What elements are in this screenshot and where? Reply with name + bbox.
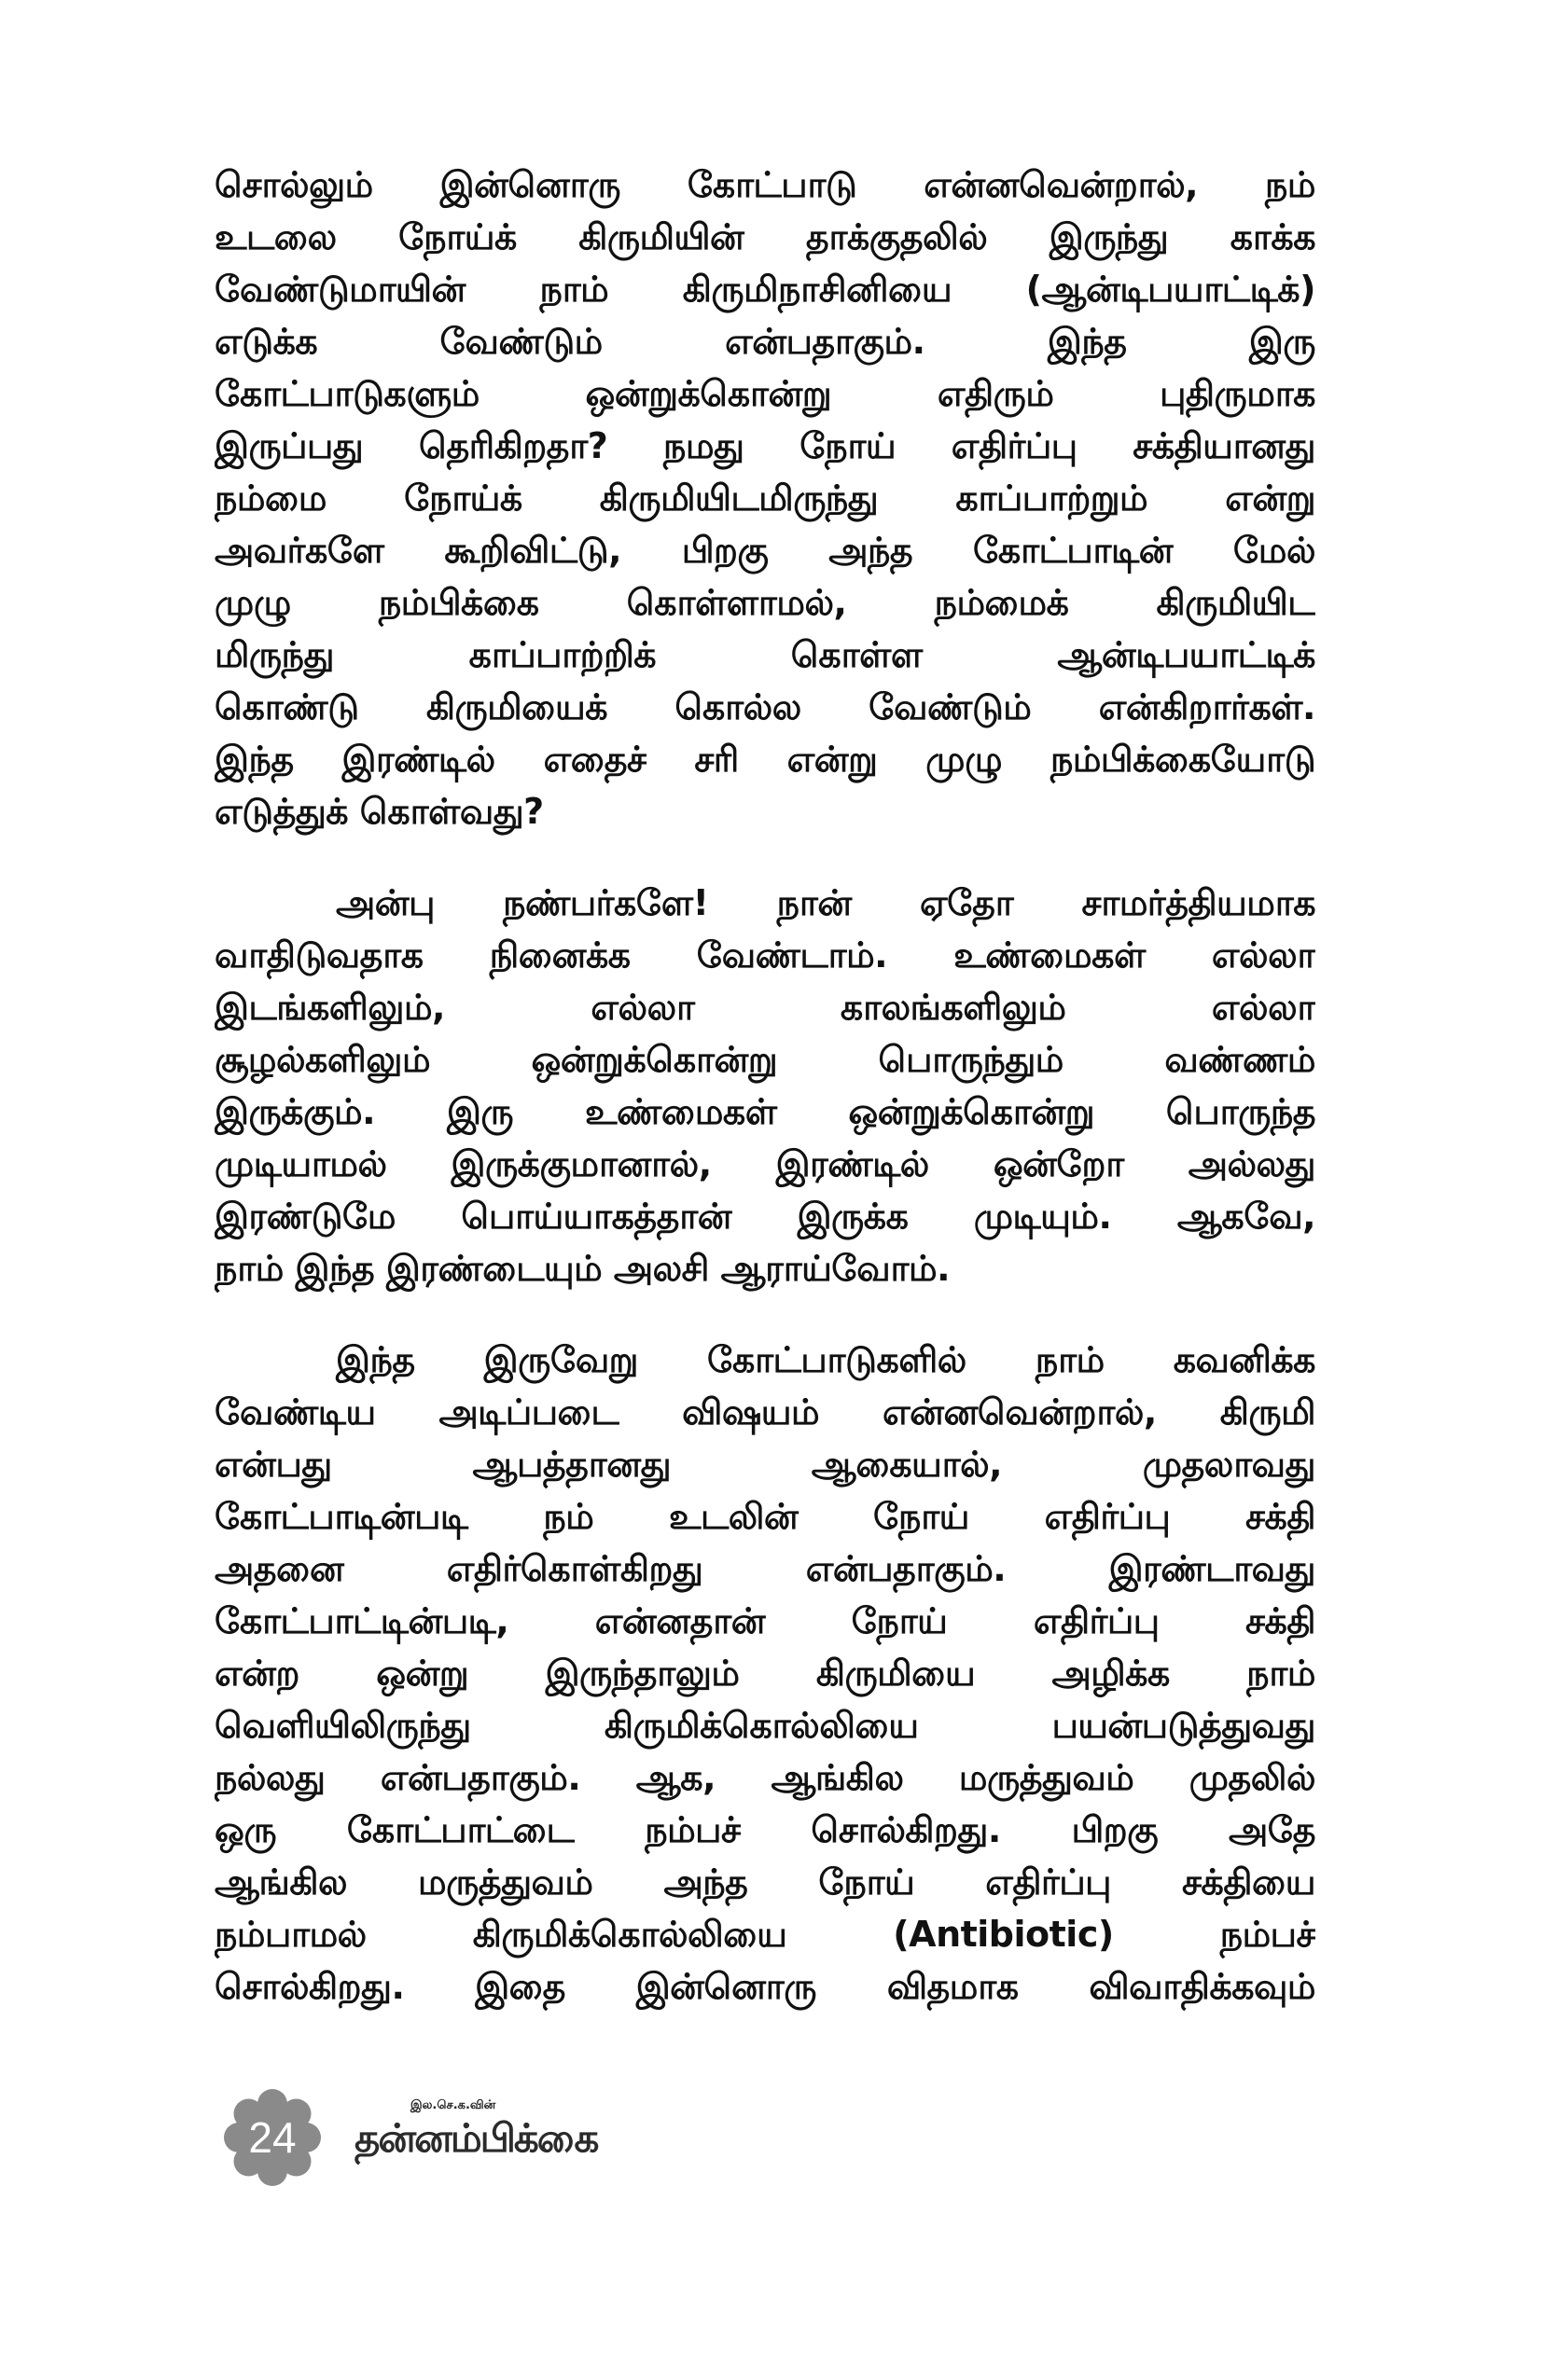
text-line: சொல்கிறது. இதை இன்னொரு விதமாக விவாதிக்கவும் (215, 1966, 1315, 2007)
page-body (215, 159, 1315, 2052)
text-line: ஆங்கில மருத்துவம் அந்த நோய் எதிர்ப்பு சக்தியை (215, 1861, 1315, 1903)
text-line: நம்மை நோய்க் கிருமியிடமிருந்து காப்பாற்றும் என்று (215, 477, 1315, 519)
text-line: அவர்களே கூறிவிட்டு, பிறகு அந்த கோட்பாடின் மேல் (215, 530, 1315, 571)
text-line: அதனை எதிர்கொள்கிறது என்பதாகும். இரண்டாவது (215, 1548, 1315, 1589)
text-line: வெளியிலிருந்து கிருமிக்கொல்லியை பயன்படுத்துவது (215, 1705, 1315, 1746)
text-line: முழு நம்பிக்கை கொள்ளாமல், நம்மைக் கிருமியிட (215, 582, 1315, 623)
text-line: கோட்பாடின்படி நம் உடலின் நோய் எதிர்ப்பு சக்தி (215, 1496, 1315, 1537)
text-line: கொண்டு கிருமியைக் கொல்ல வேண்டும் என்கிறார்கள். (215, 686, 1315, 727)
text-line: இந்த இரண்டில் எதைச் சரி என்று முழு நம்பிக்கையோடு (215, 739, 1315, 780)
text-line: என்ற ஒன்று இருந்தாலும் கிருமியை அழிக்க நாம் (215, 1653, 1315, 1694)
text-line: உடலை நோய்க் கிருமியின் தாக்குதலில் இருந்து காக்க (215, 216, 1315, 257)
paragraph (215, 877, 1315, 1294)
logo-subtitle: இல.செ.க.வின் (410, 2098, 496, 2112)
text-line: வாதிடுவதாக நினைக்க வேண்டாம். உண்மைகள் எல்லா (215, 934, 1315, 976)
page-number: 24 (248, 2113, 297, 2162)
text-line: நம்பாமல் கிருமிக்கொல்லியை (Antibiotic) நம்பச் (215, 1914, 1315, 1955)
text-line: இருக்கும். இரு உண்மைகள் ஒன்றுக்கொன்று பொருந்த (215, 1091, 1315, 1132)
magazine-logo (354, 2098, 653, 2192)
text-line: வேண்டிய அடிப்படை விஷயம் என்னவென்றால், கிருமி (215, 1391, 1315, 1432)
text-line: நாம் இந்த இரண்டையும் அலசி ஆராய்வோம். (215, 1248, 951, 1289)
text-line: வேண்டுமாயின் நாம் கிருமிநாசினியை (ஆன்டிபயாட்டிக்) (215, 269, 1315, 310)
text-line: சூழல்களிலும் ஒன்றுக்கொன்று பொருந்தும் வண்ணம் (215, 1039, 1315, 1080)
logo-title: தன்னம்பிக்கை (354, 2115, 598, 2161)
text-line: இந்த இருவேறு கோட்பாடுகளில் நாம் கவனிக்க (336, 1339, 1315, 1380)
page-footer (224, 2089, 690, 2201)
text-line: கோட்பாட்டின்படி, என்னதான் நோய் எதிர்ப்பு சக்தி (215, 1600, 1315, 1641)
text-line: இருப்பது தெரிகிறதா? நமது நோய் எதிர்ப்பு சக்தியானது (215, 425, 1315, 466)
text-line: இடங்களிலும், எல்லா காலங்களிலும் எல்லா (215, 987, 1315, 1028)
text-line: ஒரு கோட்பாட்டை நம்பச் சொல்கிறது. பிறகு அதே (215, 1809, 1315, 1850)
paragraph (215, 1334, 1315, 2013)
paragraph (215, 159, 1315, 837)
text-line: சொல்லும் இன்னொரு கோட்பாடு என்னவென்றால், நம் (215, 164, 1315, 205)
text-line: மிருந்து காப்பாற்றிக் கொள்ள ஆன்டிபயாட்டிக் (215, 634, 1315, 675)
text-line: முடியாமல் இருக்குமானால், இரண்டில் ஒன்றோ அல்லது (215, 1143, 1315, 1184)
text-line: கோட்பாடுகளும் ஒன்றுக்கொன்று எதிரும் புதிருமாக (215, 373, 1315, 414)
text-line: நல்லது என்பதாகும். ஆக, ஆங்கில மருத்துவம் முதலில் (215, 1757, 1315, 1798)
text-line: எடுக்க வேண்டும் என்பதாகும். இந்த இரு (215, 321, 1315, 362)
text-line: எடுத்துக் கொள்வது? (215, 791, 544, 832)
text-line: இரண்டுமே பொய்யாகத்தான் இருக்க முடியும். ஆகவே, (215, 1196, 1315, 1237)
text-line: என்பது ஆபத்தானது ஆகையால், முதலாவது (215, 1444, 1315, 1485)
page-number-badge (224, 2089, 321, 2186)
text-line: அன்பு நண்பர்களே! நான் ஏதோ சாமர்த்தியமாக (336, 882, 1315, 923)
